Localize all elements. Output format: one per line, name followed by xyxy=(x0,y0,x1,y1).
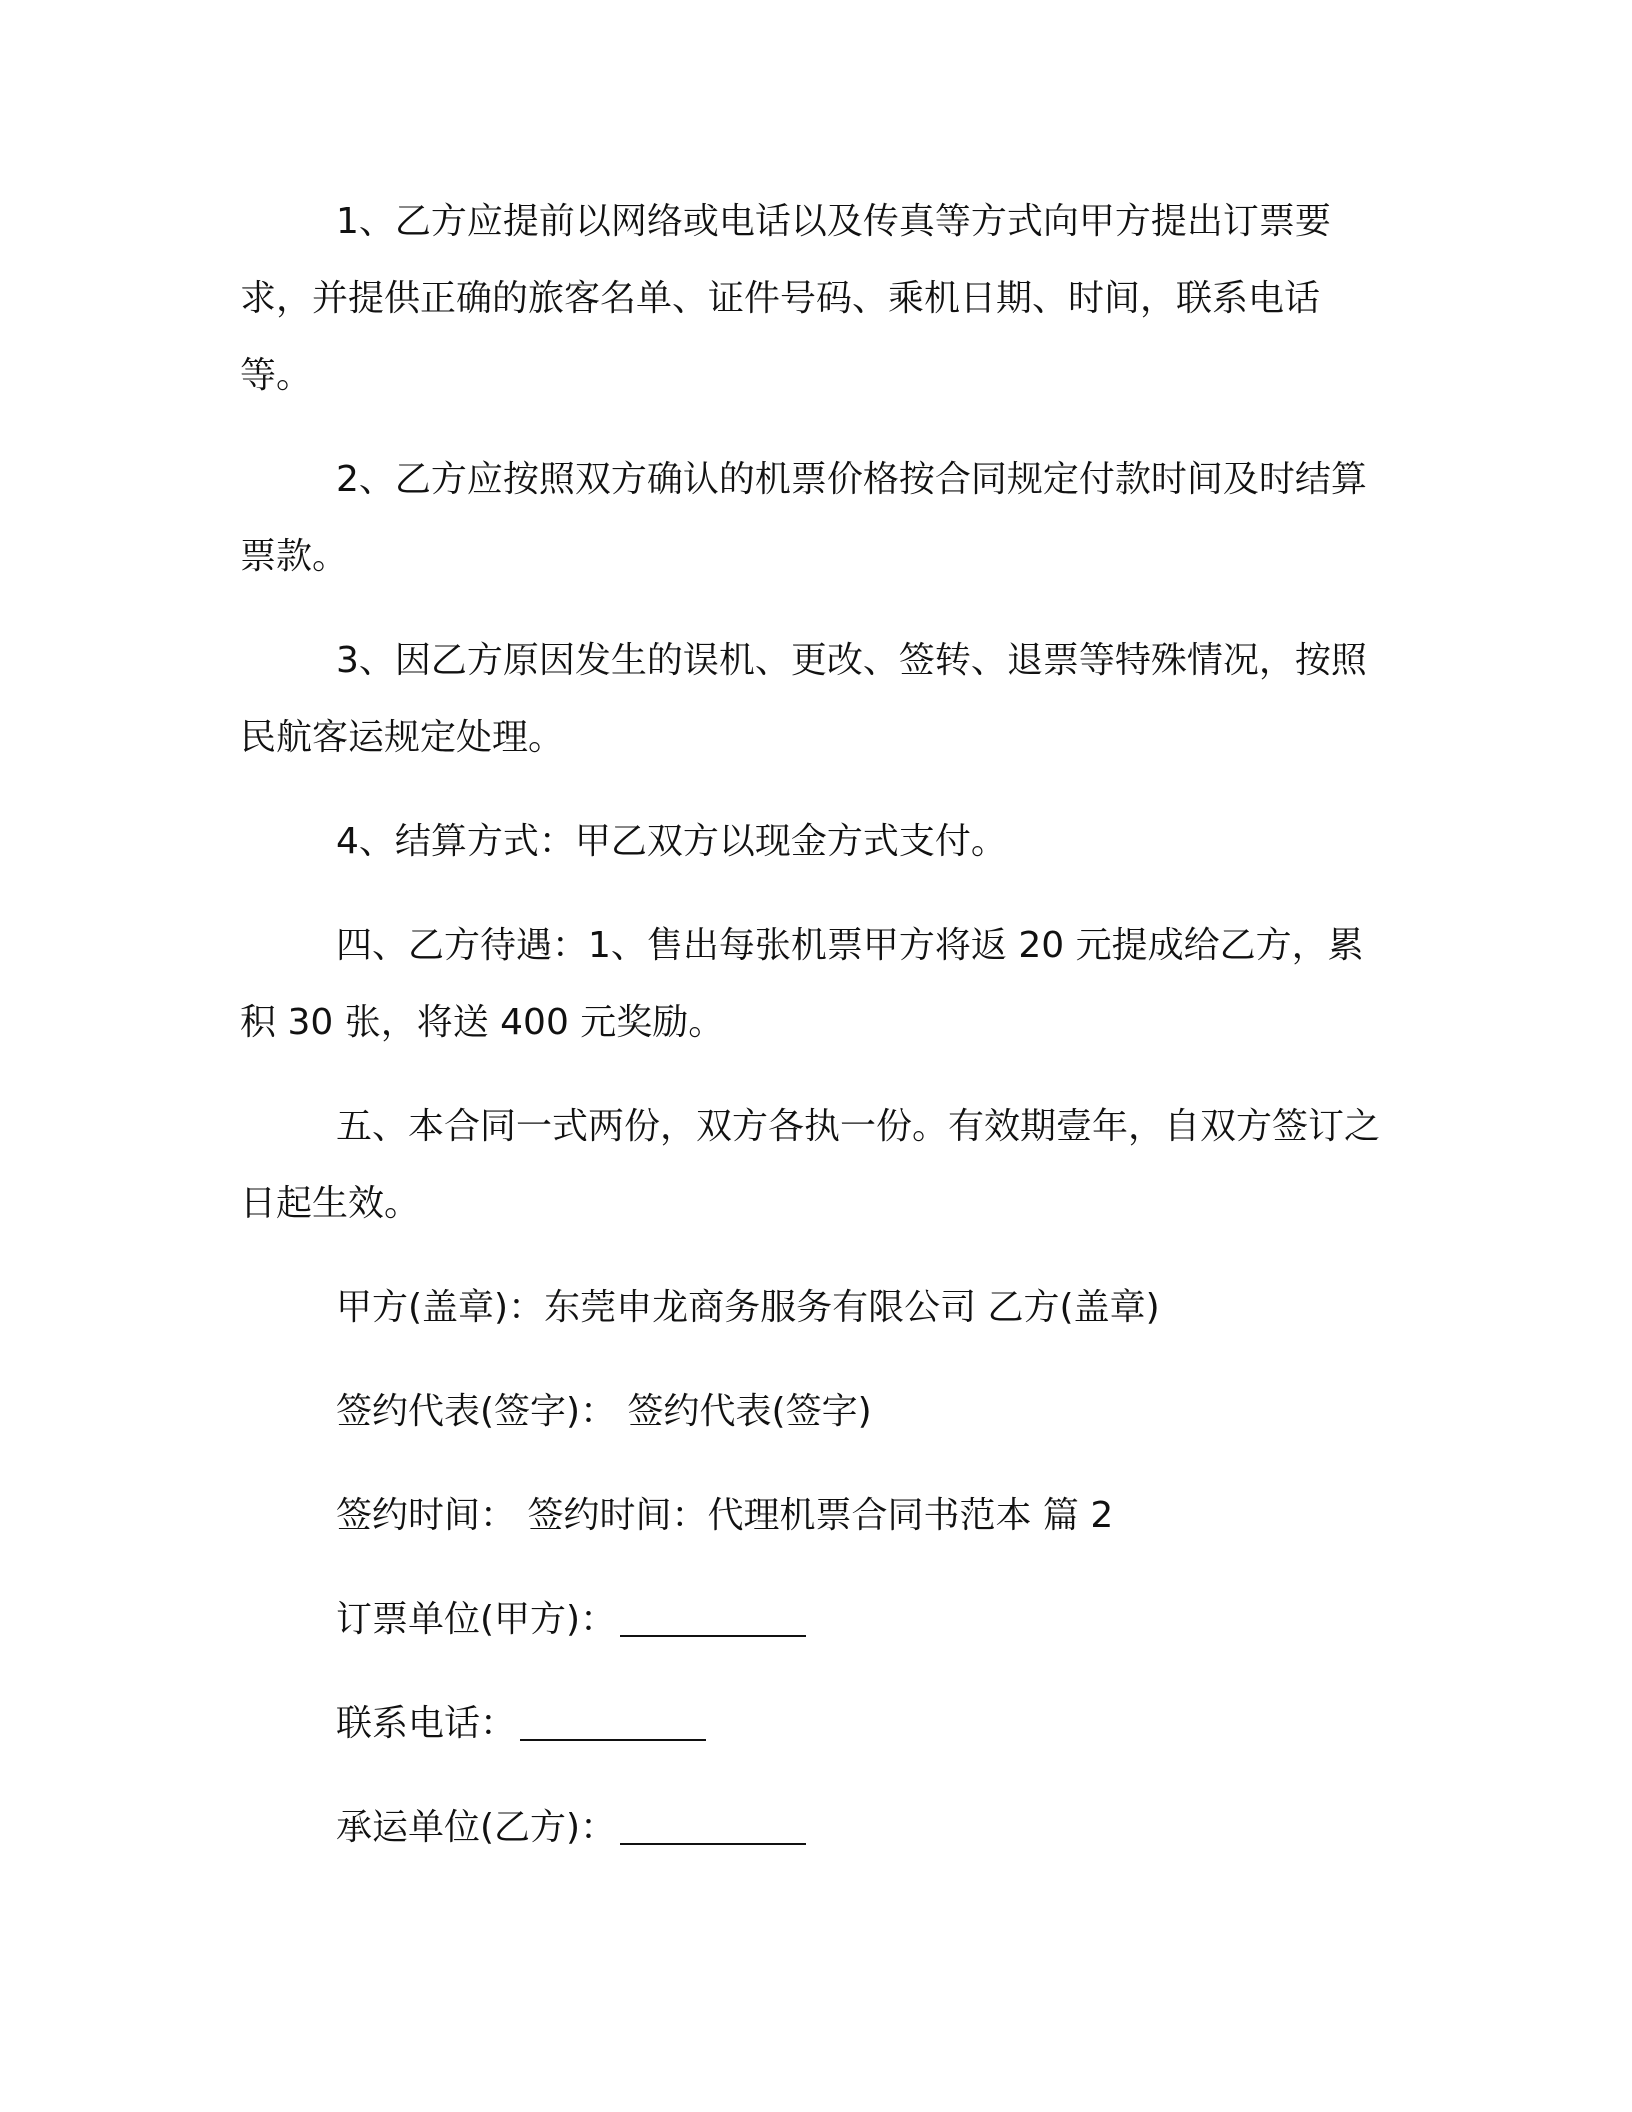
blank-underline xyxy=(520,1709,706,1741)
signature-representative-line: 签约代表(签字)： 签约代表(签字) xyxy=(336,1391,872,1432)
signature-party-line: 甲方(盖章)：东莞申龙商务服务有限公司 乙方(盖章) xyxy=(336,1287,1160,1328)
paragraph-section-5: 五、本合同一式两份，双方各执一份。有效期壹年，自双方签订之日起生效。 xyxy=(240,1106,1381,1224)
paragraph-clause-4: 4、结算方式：甲乙双方以现金方式支付。 xyxy=(336,821,1007,862)
paragraph-clause-2: 2、乙方应按照双方确认的机票价格按合同规定付款时间及时结算票款。 xyxy=(240,459,1367,577)
form-label-booking-unit: 订票单位(甲方)： xyxy=(336,1599,617,1640)
form-field-phone xyxy=(336,1685,1380,1762)
signature-date-line: 签约时间： 签约时间：代理机票合同书范本 篇 2 xyxy=(336,1495,1114,1536)
blank-underline xyxy=(620,1605,806,1637)
form-label-phone: 联系电话： xyxy=(336,1703,517,1744)
form-field-carrier-unit xyxy=(336,1789,1380,1866)
form-field-booking-unit xyxy=(336,1581,1380,1658)
paragraph-section-4: 四、乙方待遇：1、售出每张机票甲方将返 20 元提成给乙方，累积 30 张，将送 400 元奖励。 xyxy=(240,925,1364,1043)
document-body xyxy=(240,183,1380,1866)
form-label-carrier-unit: 承运单位(乙方)： xyxy=(336,1807,617,1848)
paragraph-clause-3: 3、因乙方原因发生的误机、更改、签转、退票等特殊情况，按照民航客运规定处理。 xyxy=(240,640,1367,758)
blank-underline xyxy=(620,1813,806,1845)
paragraph-clause-1: 1、乙方应提前以网络或电话以及传真等方式向甲方提出订票要求，并提供正确的旅客名单、证件号码、乘机日期、时间，联系电话等。 xyxy=(240,201,1331,396)
